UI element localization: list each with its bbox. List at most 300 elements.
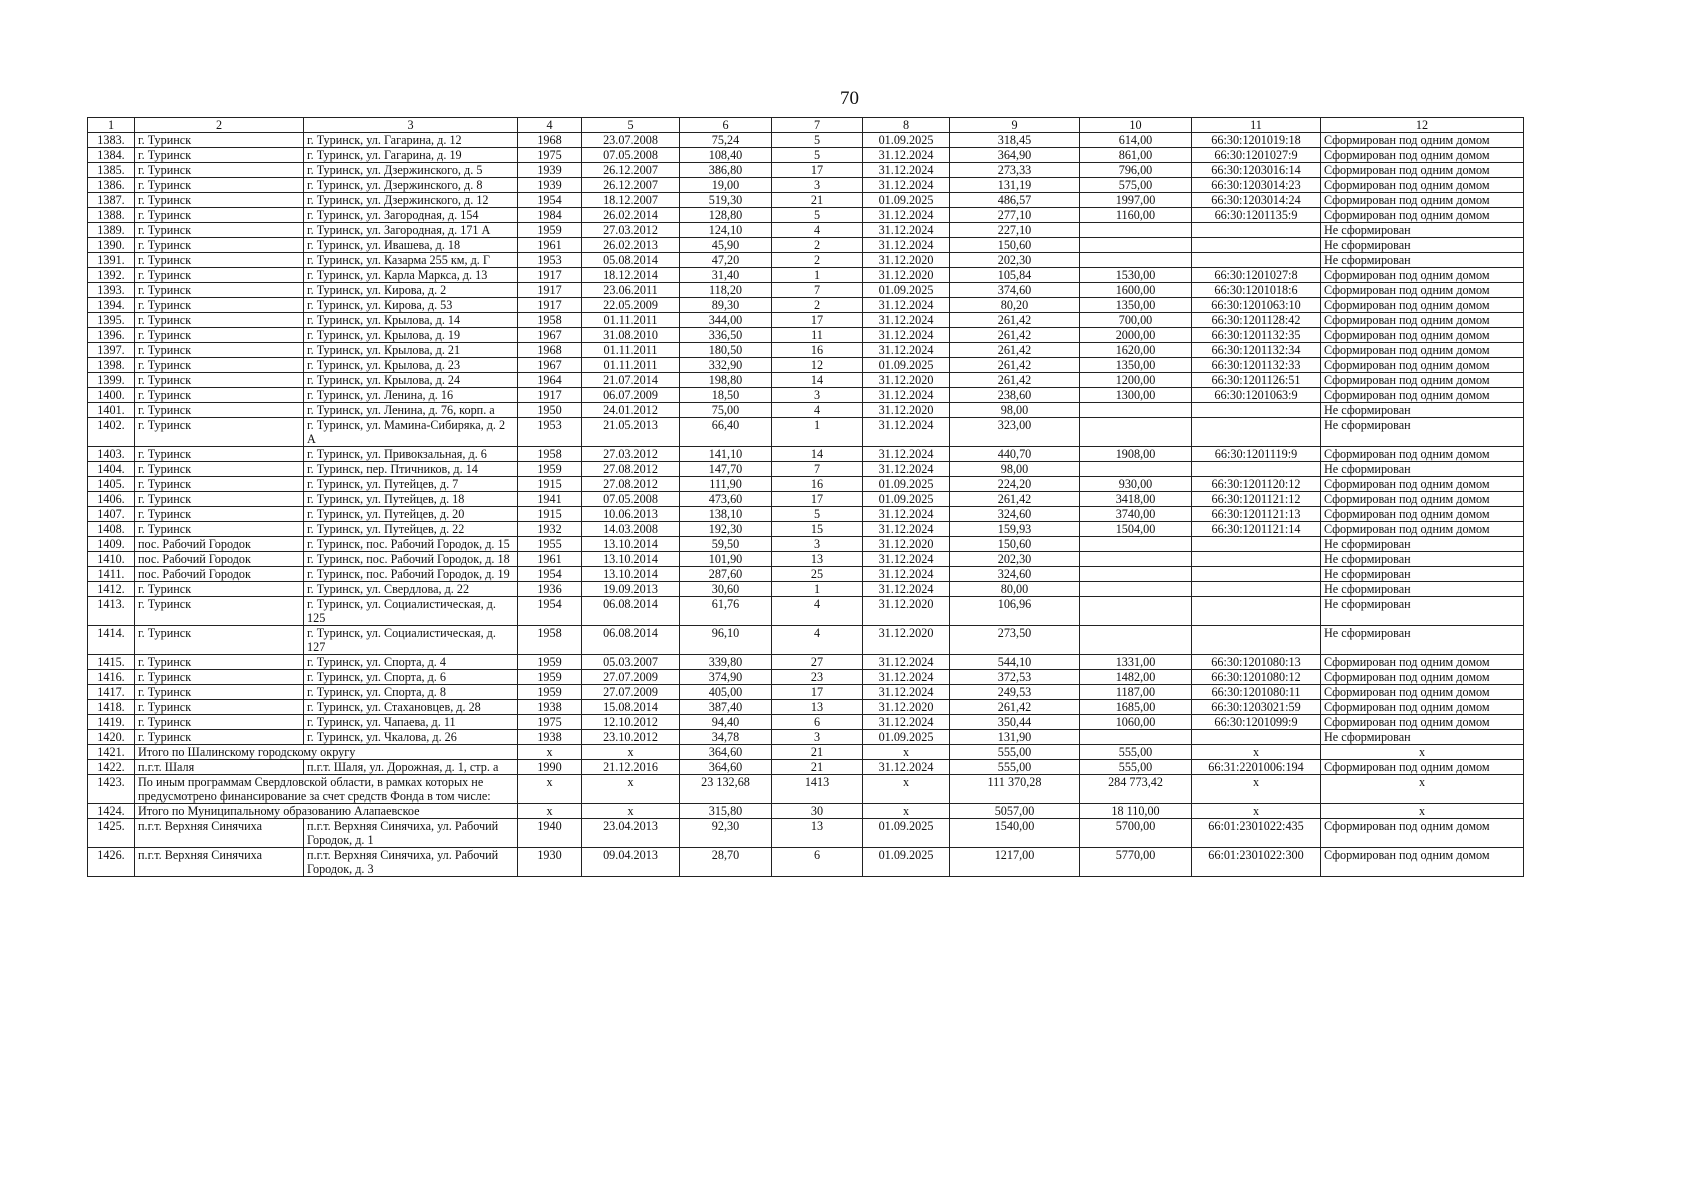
table-cell: Не сформирован [1321, 253, 1524, 268]
table-cell: г. Туринск [135, 328, 304, 343]
table-cell: г. Туринск [135, 253, 304, 268]
table-cell: г. Туринск, ул. Крылова, д. 19 [304, 328, 518, 343]
table-cell: 108,40 [680, 148, 772, 163]
table-cell: г. Туринск, пос. Рабочий Городок, д. 15 [304, 537, 518, 552]
housing-registry-table [87, 117, 1524, 877]
table-cell: г. Туринск [135, 477, 304, 492]
table-cell: 09.04.2013 [582, 848, 680, 877]
table-cell: 364,60 [680, 745, 772, 760]
table-cell: 128,80 [680, 208, 772, 223]
table-cell: г. Туринск [135, 418, 304, 447]
table-row [88, 477, 1524, 492]
table-cell: г. Туринск [135, 492, 304, 507]
table-cell: 01.09.2025 [863, 477, 950, 492]
table-cell: 238,60 [950, 388, 1080, 403]
table-cell: 224,20 [950, 477, 1080, 492]
table-cell: 31.12.2020 [863, 597, 950, 626]
table-cell: 31.12.2020 [863, 373, 950, 388]
table-row [88, 283, 1524, 298]
column-number-cell: 2 [135, 118, 304, 133]
table-cell: Не сформирован [1321, 552, 1524, 567]
table-cell: 202,30 [950, 552, 1080, 567]
column-number-cell: 9 [950, 118, 1080, 133]
table-cell: 1936 [518, 582, 582, 597]
table-cell: 31.12.2024 [863, 670, 950, 685]
table-cell: 1990 [518, 760, 582, 775]
table-cell: 1418. [88, 700, 135, 715]
table-cell: г. Туринск [135, 313, 304, 328]
table-cell: 1964 [518, 373, 582, 388]
table-cell: г. Туринск [135, 700, 304, 715]
table-cell: г. Туринск [135, 358, 304, 373]
table-cell: 31.12.2024 [863, 238, 950, 253]
table-cell: 1410. [88, 552, 135, 567]
table-cell: 1405. [88, 477, 135, 492]
table-cell: x [518, 745, 582, 760]
table-cell: 544,10 [950, 655, 1080, 670]
table-row [88, 655, 1524, 670]
table-cell: 1955 [518, 537, 582, 552]
table-cell: 13 [772, 819, 863, 848]
table-cell [1192, 730, 1321, 745]
table-cell: 12 [772, 358, 863, 373]
table-cell: г. Туринск, ул. Крылова, д. 21 [304, 343, 518, 358]
table-row [88, 700, 1524, 715]
table-cell: г. Туринск [135, 597, 304, 626]
table-row [88, 148, 1524, 163]
table-cell: 21 [772, 745, 863, 760]
table-cell: 1386. [88, 178, 135, 193]
table-row [88, 848, 1524, 877]
table-cell: 27 [772, 655, 863, 670]
table-cell: 27.07.2009 [582, 670, 680, 685]
table-cell: 31.12.2024 [863, 507, 950, 522]
table-cell: Не сформирован [1321, 537, 1524, 552]
table-cell: 31.12.2020 [863, 700, 950, 715]
table-cell: 89,30 [680, 298, 772, 313]
table-cell: 6 [772, 848, 863, 877]
table-cell: 1413 [772, 775, 863, 804]
table-cell: 66:30:1201080:11 [1192, 685, 1321, 700]
table-cell: 15 [772, 522, 863, 537]
table-cell: 66:30:1203014:24 [1192, 193, 1321, 208]
table-cell: г. Туринск, пер. Птичников, д. 14 [304, 462, 518, 477]
table-cell: Сформирован под одним домом [1321, 298, 1524, 313]
table-cell: 118,20 [680, 283, 772, 298]
table-cell: 1419. [88, 715, 135, 730]
table-cell: г. Туринск, ул. Спорта, д. 4 [304, 655, 518, 670]
table-cell: 141,10 [680, 447, 772, 462]
table-cell: г. Туринск, ул. Крылова, д. 24 [304, 373, 518, 388]
table-cell: 1967 [518, 358, 582, 373]
table-cell: 18 110,00 [1080, 804, 1192, 819]
table-cell: 1416. [88, 670, 135, 685]
table-cell: 16 [772, 477, 863, 492]
table-cell [1080, 238, 1192, 253]
table-cell: 18.12.2014 [582, 268, 680, 283]
table-cell: г. Туринск, ул. Ленина, д. 76, корп. а [304, 403, 518, 418]
table-cell: 6 [772, 715, 863, 730]
table-cell: п.г.т. Верхняя Синячиха [135, 848, 304, 877]
table-cell: 150,60 [950, 537, 1080, 552]
table-cell: 3 [772, 730, 863, 745]
table-cell: 1420. [88, 730, 135, 745]
table-cell: г. Туринск, ул. Социалистическая, д. 127 [304, 626, 518, 655]
table-cell: Сформирован под одним домом [1321, 685, 1524, 700]
table-cell: 332,90 [680, 358, 772, 373]
table-cell [1192, 223, 1321, 238]
table-cell: 66:30:1201121:12 [1192, 492, 1321, 507]
table-row [88, 163, 1524, 178]
table-cell: 4 [772, 626, 863, 655]
table-cell: Не сформирован [1321, 462, 1524, 477]
table-cell: 336,50 [680, 328, 772, 343]
total-row [88, 804, 1524, 819]
table-cell: 372,53 [950, 670, 1080, 685]
table-row [88, 223, 1524, 238]
table-row [88, 507, 1524, 522]
table-cell: г. Туринск [135, 730, 304, 745]
table-cell: г. Туринск [135, 238, 304, 253]
table-cell: 575,00 [1080, 178, 1192, 193]
table-cell: Сформирован под одним домом [1321, 655, 1524, 670]
table-cell: x [863, 775, 950, 804]
table-row [88, 582, 1524, 597]
table-cell: 1415. [88, 655, 135, 670]
table-cell: 66:30:1201132:35 [1192, 328, 1321, 343]
table-cell: 26.02.2014 [582, 208, 680, 223]
table-cell: п.г.т. Верхняя Синячиха [135, 819, 304, 848]
table-cell: 284 773,42 [1080, 775, 1192, 804]
table-cell: 1941 [518, 492, 582, 507]
table-cell: 14 [772, 447, 863, 462]
table-cell: Не сформирован [1321, 626, 1524, 655]
table-cell: 23.07.2008 [582, 133, 680, 148]
table-cell: 1 [772, 582, 863, 597]
table-cell: 1200,00 [1080, 373, 1192, 388]
table-cell: x [1192, 775, 1321, 804]
table-cell: 1060,00 [1080, 715, 1192, 730]
table-cell: 1959 [518, 223, 582, 238]
table-cell: 323,00 [950, 418, 1080, 447]
table-cell: 105,84 [950, 268, 1080, 283]
table-cell: 1407. [88, 507, 135, 522]
table-cell: 1160,00 [1080, 208, 1192, 223]
table-cell: Не сформирован [1321, 597, 1524, 626]
table-cell: г. Туринск, ул. Загородная, д. 171 А [304, 223, 518, 238]
column-number-cell: 3 [304, 118, 518, 133]
table-cell: г. Туринск [135, 133, 304, 148]
table-cell: 1968 [518, 343, 582, 358]
table-cell: 31.12.2024 [863, 178, 950, 193]
table-cell: 31.12.2024 [863, 447, 950, 462]
table-row [88, 418, 1524, 447]
table-cell: Сформирован под одним домом [1321, 133, 1524, 148]
table-cell: Сформирован под одним домом [1321, 715, 1524, 730]
table-cell: 1406. [88, 492, 135, 507]
table-cell: г. Туринск [135, 670, 304, 685]
table-cell: 1350,00 [1080, 358, 1192, 373]
table-cell: x [518, 775, 582, 804]
table-cell: 4 [772, 223, 863, 238]
table-cell: 66:30:1201027:9 [1192, 148, 1321, 163]
table-cell: Сформирован под одним домом [1321, 178, 1524, 193]
table-cell: 66:30:1201126:51 [1192, 373, 1321, 388]
table-cell: 31.12.2024 [863, 328, 950, 343]
table-cell: 1950 [518, 403, 582, 418]
table-cell: 1917 [518, 388, 582, 403]
table-cell: 01.09.2025 [863, 358, 950, 373]
table-cell: г. Туринск, ул. Спорта, д. 6 [304, 670, 518, 685]
total-label-cell: Итого по Шалинскому городскому округу [135, 745, 518, 760]
table-cell: 66:30:1201132:34 [1192, 343, 1321, 358]
column-number-cell: 8 [863, 118, 950, 133]
table-cell: 61,76 [680, 597, 772, 626]
table-row [88, 626, 1524, 655]
table-cell: 1932 [518, 522, 582, 537]
table-cell: 180,50 [680, 343, 772, 358]
table-cell: 26.02.2013 [582, 238, 680, 253]
column-number-cell: 4 [518, 118, 582, 133]
table-cell: г. Туринск [135, 685, 304, 700]
table-cell: 1958 [518, 626, 582, 655]
table-cell: 5 [772, 148, 863, 163]
table-cell: 324,60 [950, 567, 1080, 582]
table-cell: 13 [772, 552, 863, 567]
table-cell: 131,19 [950, 178, 1080, 193]
table-cell: 66:01:2301022:300 [1192, 848, 1321, 877]
table-cell: Сформирован под одним домом [1321, 670, 1524, 685]
table-cell: 66,40 [680, 418, 772, 447]
table-cell: г. Туринск [135, 582, 304, 597]
table-cell: г. Туринск, ул. Дзержинского, д. 8 [304, 178, 518, 193]
table-cell: 1954 [518, 567, 582, 582]
table-cell: 15.08.2014 [582, 700, 680, 715]
table-cell: 1395. [88, 313, 135, 328]
table-cell: 1968 [518, 133, 582, 148]
table-cell: г. Туринск [135, 403, 304, 418]
table-cell: 261,42 [950, 358, 1080, 373]
table-cell: 06.08.2014 [582, 597, 680, 626]
table-cell: 23.10.2012 [582, 730, 680, 745]
table-cell: 3 [772, 388, 863, 403]
table-cell: г. Туринск, ул. Стахановцев, д. 28 [304, 700, 518, 715]
table-cell [1080, 403, 1192, 418]
table-cell: 273,50 [950, 626, 1080, 655]
table-cell: 75,00 [680, 403, 772, 418]
table-row [88, 253, 1524, 268]
table-cell: 27.03.2012 [582, 223, 680, 238]
table-cell: Сформирован под одним домом [1321, 208, 1524, 223]
table-cell: 22.05.2009 [582, 298, 680, 313]
table-cell: 1958 [518, 447, 582, 462]
table-cell: 1400. [88, 388, 135, 403]
table-cell: 66:30:1201019:18 [1192, 133, 1321, 148]
table-cell [1192, 403, 1321, 418]
table-cell: x [582, 804, 680, 819]
table-body [88, 118, 1524, 877]
table-cell: 66:30:1201099:9 [1192, 715, 1321, 730]
table-cell: г. Туринск, ул. Мамина-Сибиряка, д. 2 А [304, 418, 518, 447]
column-number-cell: 5 [582, 118, 680, 133]
table-cell: 192,30 [680, 522, 772, 537]
table-cell: 1399. [88, 373, 135, 388]
table-cell: 66:30:1201132:33 [1192, 358, 1321, 373]
table-cell: г. Туринск [135, 178, 304, 193]
table-cell: 261,42 [950, 313, 1080, 328]
table-cell: 06.08.2014 [582, 626, 680, 655]
table-cell: 1424. [88, 804, 135, 819]
table-cell: 386,80 [680, 163, 772, 178]
table-cell: 31.12.2024 [863, 552, 950, 567]
table-cell: 27.08.2012 [582, 477, 680, 492]
table-row [88, 522, 1524, 537]
table-cell: 1383. [88, 133, 135, 148]
table-cell: 555,00 [950, 760, 1080, 775]
table-cell: 96,10 [680, 626, 772, 655]
table-cell [1080, 582, 1192, 597]
table-cell: г. Туринск, ул. Гагарина, д. 12 [304, 133, 518, 148]
table-cell [1192, 552, 1321, 567]
table-cell: 66:30:1203021:59 [1192, 700, 1321, 715]
table-cell: пос. Рабочий Городок [135, 567, 304, 582]
table-cell: 1908,00 [1080, 447, 1192, 462]
table-cell: пос. Рабочий Городок [135, 537, 304, 552]
table-cell: 364,60 [680, 760, 772, 775]
table-cell: г. Туринск, пос. Рабочий Городок, д. 18 [304, 552, 518, 567]
table-cell: 1389. [88, 223, 135, 238]
table-cell: г. Туринск, ул. Привокзальная, д. 6 [304, 447, 518, 462]
table-cell: Сформирован под одним домом [1321, 268, 1524, 283]
table-cell: x [863, 745, 950, 760]
table-cell: 21 [772, 760, 863, 775]
table-cell: 555,00 [1080, 745, 1192, 760]
table-cell: 1975 [518, 148, 582, 163]
table-cell: Не сформирован [1321, 567, 1524, 582]
table-cell: г. Туринск, ул. Кирова, д. 53 [304, 298, 518, 313]
table-cell: 01.09.2025 [863, 193, 950, 208]
table-row [88, 328, 1524, 343]
column-number-cell: 10 [1080, 118, 1192, 133]
table-cell: 1958 [518, 313, 582, 328]
table-cell: 387,40 [680, 700, 772, 715]
table-cell: 17 [772, 685, 863, 700]
table-cell: 80,00 [950, 582, 1080, 597]
table-row [88, 597, 1524, 626]
table-cell: г. Туринск, ул. Кирова, д. 2 [304, 283, 518, 298]
table-row [88, 133, 1524, 148]
table-cell: 1408. [88, 522, 135, 537]
table-cell: 31.12.2020 [863, 253, 950, 268]
table-cell: п.г.т. Шаля, ул. Дорожная, д. 1, стр. а [304, 760, 518, 775]
table-cell: 31.12.2024 [863, 522, 950, 537]
table-cell: 30,60 [680, 582, 772, 597]
table-cell: Сформирован под одним домом [1321, 700, 1524, 715]
table-row [88, 567, 1524, 582]
table-cell: 5 [772, 208, 863, 223]
table-cell: 1404. [88, 462, 135, 477]
table-cell: Сформирован под одним домом [1321, 148, 1524, 163]
table-cell: 1600,00 [1080, 283, 1192, 298]
table-row [88, 178, 1524, 193]
table-cell: 66:30:1201063:10 [1192, 298, 1321, 313]
table-cell: 7 [772, 462, 863, 477]
table-row [88, 462, 1524, 477]
table-cell: г. Туринск, ул. Ленина, д. 16 [304, 388, 518, 403]
table-cell: 1959 [518, 462, 582, 477]
table-cell: 1975 [518, 715, 582, 730]
table-cell: 31.12.2024 [863, 163, 950, 178]
table-cell: 19.09.2013 [582, 582, 680, 597]
table-cell: 31.12.2024 [863, 462, 950, 477]
table-cell [1080, 597, 1192, 626]
table-cell: 05.03.2007 [582, 655, 680, 670]
table-cell: 66:30:1201063:9 [1192, 388, 1321, 403]
table-cell: 124,10 [680, 223, 772, 238]
table-cell: 1953 [518, 253, 582, 268]
table-cell [1080, 567, 1192, 582]
table-cell: Сформирован под одним домом [1321, 760, 1524, 775]
table-cell: 1387. [88, 193, 135, 208]
table-cell: 1403. [88, 447, 135, 462]
table-cell: г. Туринск, ул. Ивашева, д. 18 [304, 238, 518, 253]
table-cell: Сформирован под одним домом [1321, 447, 1524, 462]
table-cell: 26.12.2007 [582, 178, 680, 193]
table-cell: 273,33 [950, 163, 1080, 178]
table-cell: 1388. [88, 208, 135, 223]
table-cell: 01.11.2011 [582, 313, 680, 328]
table-cell: 4 [772, 403, 863, 418]
table-cell: 1961 [518, 552, 582, 567]
table-cell: 1425. [88, 819, 135, 848]
table-cell: 318,45 [950, 133, 1080, 148]
table-cell: x [1321, 804, 1524, 819]
table-cell: 01.09.2025 [863, 819, 950, 848]
table-cell: 23 [772, 670, 863, 685]
table-cell [1080, 462, 1192, 477]
table-cell: 01.09.2025 [863, 848, 950, 877]
table-cell: 364,90 [950, 148, 1080, 163]
table-cell: Сформирован под одним домом [1321, 492, 1524, 507]
table-cell: x [1321, 745, 1524, 760]
table-cell: Сформирован под одним домом [1321, 358, 1524, 373]
table-cell: x [1192, 804, 1321, 819]
column-number-cell: 12 [1321, 118, 1524, 133]
table-cell: 23.04.2013 [582, 819, 680, 848]
table-cell: г. Туринск [135, 298, 304, 313]
table-cell: г. Туринск, ул. Чапаева, д. 11 [304, 715, 518, 730]
table-row [88, 343, 1524, 358]
table-row [88, 760, 1524, 775]
table-cell: г. Туринск, ул. Крылова, д. 14 [304, 313, 518, 328]
table-cell: г. Туринск [135, 655, 304, 670]
table-cell: 31.12.2020 [863, 403, 950, 418]
table-cell: 27.03.2012 [582, 447, 680, 462]
table-cell: 1422. [88, 760, 135, 775]
table-cell: Сформирован под одним домом [1321, 522, 1524, 537]
table-cell: 66:30:1201120:12 [1192, 477, 1321, 492]
table-cell: г. Туринск, ул. Свердлова, д. 22 [304, 582, 518, 597]
table-cell: 324,60 [950, 507, 1080, 522]
table-cell: Не сформирован [1321, 730, 1524, 745]
table-cell: 31,40 [680, 268, 772, 283]
table-cell: 1620,00 [1080, 343, 1192, 358]
table-row [88, 552, 1524, 567]
table-cell: 1397. [88, 343, 135, 358]
table-cell: 1412. [88, 582, 135, 597]
table-cell: 01.11.2011 [582, 358, 680, 373]
table-cell: 13.10.2014 [582, 552, 680, 567]
